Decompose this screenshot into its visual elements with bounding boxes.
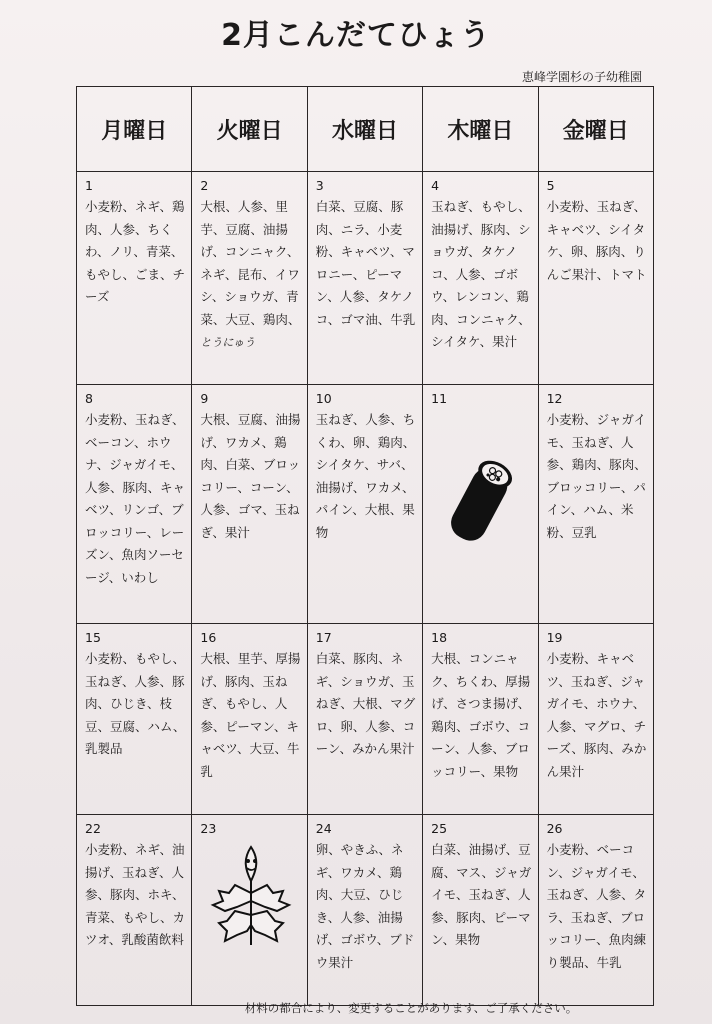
ingredient-list: 小麦粉、キャベツ、玉ねぎ、ジャガイモ、ホウナ、人参、マグロ、チーズ、豚肉、みかん果汁 (546, 651, 647, 779)
ingredient-list: 卵、やきふ、ネギ、ワカメ、鶏肉、大豆、ひじき、人参、油揚げ、ゴボウ、ブドウ果汁 (315, 842, 415, 970)
ingredient-list: 小麦粉、もやし、玉ねぎ、人参、豚肉、ひじき、枝豆、豆腐、ハム、乳製品 (85, 651, 186, 756)
day-number: 26 (546, 821, 563, 836)
day-cell (77, 172, 192, 385)
ingredient-list: 大根、コンニャク、ちくわ、厚揚げ、さつま揚げ、鶏肉、ゴボウ、コーン、人参、ブロッコリー、果物 (431, 651, 531, 779)
ingredient-list: 大根、人参、里芋、豆腐、油揚げ、コンニャク、ネギ、昆布、イワシ、ショウガ、青菜、大豆、鶏肉、 (200, 199, 301, 327)
school-name: 恵峰学園杉の子幼稚園 (521, 70, 642, 84)
ingredient-list: 小麦粉、ジャガイモ、玉ねぎ、人参、鶏肉、豚肉、ブロッコリー、パイン、ハム、米粉、豆乳 (546, 412, 647, 540)
day-number: 1 (85, 178, 93, 193)
day-cell (538, 624, 653, 815)
ingredient-list: 小麦粉、玉ねぎ、ベーコン、ホウナ、ジャガイモ、人参、豚肉、キャベツ、リンゴ、ブロッコリー、レーズン、魚肉ソーセージ、いわし (85, 412, 186, 585)
day-number: 18 (431, 630, 448, 645)
day-number: 16 (200, 630, 217, 645)
day-cell (423, 624, 538, 815)
page-title: 2月こんだてひょう (221, 18, 491, 53)
ingredient-list: 白菜、油揚げ、豆腐、マス、ジャガイモ、玉ねぎ、人参、豚肉、ピーマン、果物 (431, 842, 532, 947)
day-number: 15 (85, 630, 101, 645)
handwritten-note: とうにゅう (200, 336, 256, 349)
day-cell-holiday (423, 385, 538, 624)
weekday-header-row (77, 87, 654, 172)
ingredient-list: 玉ねぎ、人参、ちくわ、卵、鶏肉、シイタケ、サバ、油揚げ、ワカメ、パイン、大根、果物 (315, 412, 416, 540)
day-number: 3 (315, 178, 324, 193)
ingredient-list: 小麦粉、ネギ、鶏肉、人参、ちくわ、ノリ、青菜、もやし、ごま、チーズ (85, 199, 186, 304)
day-cell (538, 172, 653, 385)
ingredient-list: 小麦粉、ベーコン、ジャガイモ、玉ねぎ、人参、タラ、玉ねぎ、ブロッコリー、魚肉練り製品、牛乳 (546, 842, 647, 970)
day-cell (77, 385, 192, 624)
day-cell (307, 172, 422, 385)
week-row (77, 815, 654, 1006)
weekday-header-tue: 火曜日 (192, 87, 307, 172)
weekday-header-mon: 月曜日 (77, 87, 192, 172)
sushi-roll-icon (437, 449, 527, 549)
day-number: 9 (200, 391, 209, 406)
day-cell (77, 815, 192, 1006)
day-number: 22 (85, 821, 101, 836)
day-cell (192, 385, 307, 624)
day-cell (192, 624, 307, 815)
day-cell (538, 385, 653, 624)
day-number: 10 (315, 391, 332, 406)
ingredient-list: 白菜、豚肉、ネギ、ショウガ、玉ねぎ、大根、マグロ、卵、人参、コーン、みかん果汁 (315, 651, 416, 756)
day-number: 23 (200, 821, 217, 836)
ingredient-list: 玉ねぎ、もやし、油揚げ、豚肉、ショウガ、タケノコ、人参、ゴボウ、レンコン、鶏肉、コンニャク、シイタケ、果汁 (431, 199, 531, 349)
day-cell (423, 815, 538, 1006)
week-row (77, 385, 654, 624)
day-cell (192, 172, 307, 385)
ingredient-list: 小麦粉、玉ねぎ、キャベツ、シイタケ、卵、豚肉、りんご果汁、トマト (546, 199, 647, 282)
week-row (77, 172, 654, 385)
weekday-header-wed: 水曜日 (307, 87, 422, 172)
day-cell (307, 624, 422, 815)
day-number: 25 (431, 821, 448, 836)
footnote: 材料の都合により、変更することがあります、ご了承ください。 (244, 1001, 578, 1015)
holly-leaf-icon (201, 841, 301, 951)
week-row (77, 624, 654, 815)
day-number: 17 (315, 630, 332, 645)
day-cell-holiday (192, 815, 307, 1006)
day-cell (77, 624, 192, 815)
ingredient-list: 大根、豆腐、油揚げ、ワカメ、鶏肉、白菜、ブロッコリー、コーン、人参、ゴマ、玉ねぎ、果汁 (200, 412, 301, 540)
day-number: 5 (546, 178, 555, 193)
day-number: 24 (315, 821, 332, 836)
day-cell (538, 815, 653, 1006)
weekday-header-fri: 金曜日 (538, 87, 653, 172)
day-cell (423, 172, 538, 385)
menu-table (76, 86, 654, 1006)
day-number: 8 (85, 391, 93, 406)
day-cell (307, 385, 422, 624)
day-number: 11 (431, 391, 448, 406)
ingredient-list: 小麦粉、ネギ、油揚げ、玉ねぎ、人参、豚肉、ホキ、青菜、もやし、カツオ、乳酸菌飲料 (85, 842, 186, 947)
ingredient-list: 大根、里芋、厚揚げ、豚肉、玉ねぎ、もやし、人参、ピーマン、キャベツ、大豆、牛乳 (200, 651, 301, 779)
ingredient-list: 白菜、豆腐、豚肉、ニラ、小麦粉、キャベツ、マロニー、ピーマン、人参、タケノコ、ゴマ油、牛乳 (315, 199, 416, 327)
day-number: 19 (546, 630, 563, 645)
day-cell (307, 815, 422, 1006)
day-number: 4 (431, 178, 440, 193)
day-number: 12 (546, 391, 563, 406)
weekday-header-thu: 木曜日 (423, 87, 538, 172)
day-number: 2 (200, 178, 209, 193)
